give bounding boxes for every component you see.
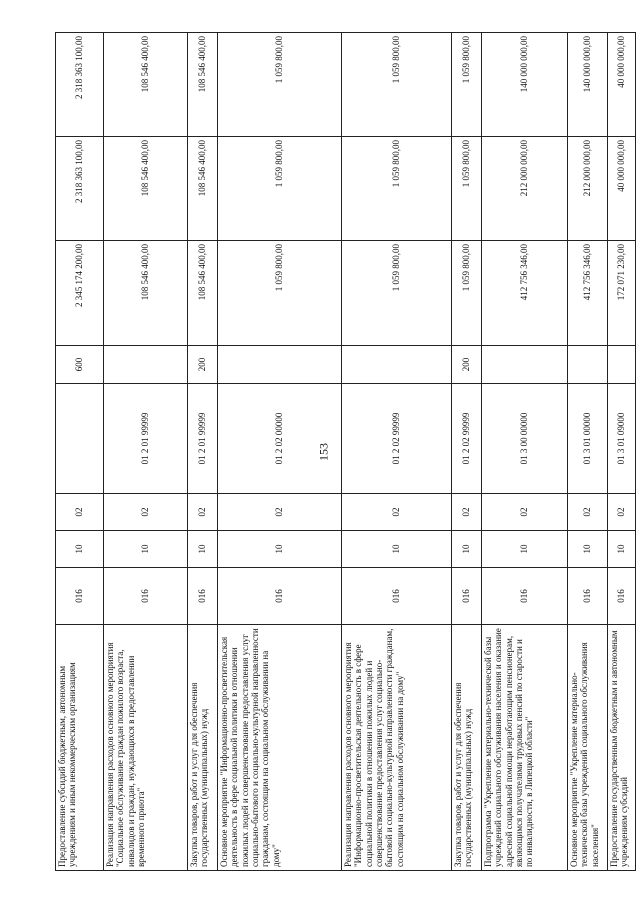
cell-csr: 01 3 01 09000 [608, 384, 636, 494]
cell-csr: 01 2 01 99999 [188, 384, 218, 494]
cell-s1: 108 546 400,00 [188, 241, 218, 346]
cell-s3: 40 000 000,00 [608, 33, 636, 137]
cell-s2: 1 059 800,00 [218, 137, 342, 241]
table-row [342, 33, 452, 871]
cell-name: Подпрограмма "Укрепление материально-технической базы учреждений социального обслуживания населения и оказание адресной социальной помощи неработающим пенсионерам, являющимся получателями трудовых пенсий по старости и по инвалидности, в Липецкой области" [482, 625, 568, 871]
cell-s1: 2 345 174 200,00 [56, 241, 104, 346]
cell-vr [342, 346, 452, 384]
cell-rz: 10 [482, 531, 568, 568]
cell-s3: 1 059 800,00 [342, 33, 452, 137]
cell-s2: 40 000 000,00 [608, 137, 636, 241]
budget-table [55, 32, 636, 871]
cell-pr: 02 [568, 494, 608, 531]
cell-vr [568, 346, 608, 384]
cell-name: Основное мероприятие "Информационно-просветительская деятельность в сфере социальной политики в отношении пожилых людей и совершенствование предоставления услуг социально-бытового и социально-культурной направленности гражданам, состоящим на социальном обслуживании на дому" [218, 625, 342, 871]
cell-vr: 200 [452, 346, 482, 384]
cell-vr [218, 346, 342, 384]
cell-name: Реализация направления расходов основного мероприятия "Социальное обслуживание граждан пожилого возраста, инвалидов и граждан, нуждающихся в предоставлении временного приюта" [104, 625, 188, 871]
cell-name: Предоставление субсидий бюджетным, автономным учреждениям и иным некоммерческим организациям [56, 625, 104, 871]
table-row [568, 33, 608, 871]
cell-csr: 01 2 02 99999 [452, 384, 482, 494]
cell-rz: 10 [188, 531, 218, 568]
cell-s3: 108 546 400,00 [104, 33, 188, 137]
cell-rz: 10 [568, 531, 608, 568]
cell-s1: 172 071 230,00 [608, 241, 636, 346]
cell-s1: 108 546 400,00 [104, 241, 188, 346]
cell-s1: 412 756 346,00 [568, 241, 608, 346]
cell-gr: 016 [568, 568, 608, 625]
cell-rz: 10 [104, 531, 188, 568]
cell-s3: 2 318 363 100,00 [56, 33, 104, 137]
cell-s3: 140 000 000,00 [482, 33, 568, 137]
cell-gr: 016 [188, 568, 218, 625]
cell-pr: 02 [342, 494, 452, 531]
cell-gr: 016 [482, 568, 568, 625]
cell-s2: 108 546 400,00 [188, 137, 218, 241]
cell-pr: 02 [56, 494, 104, 531]
table-row [218, 33, 342, 871]
cell-rz: 10 [342, 531, 452, 568]
cell-csr: 01 3 01 00000 [568, 384, 608, 494]
cell-s3: 108 546 400,00 [188, 33, 218, 137]
cell-csr: 01 3 00 00000 [482, 384, 568, 494]
cell-s2: 2 318 363 100,00 [56, 137, 104, 241]
cell-name: Реализация направления расходов основного мероприятия "Информационно-просветительская деятельность в сфере социальной политики в отношении пожилых людей и совершенствование предоставления услуг социально-бытовой и социально-культурной направленности гражданам, состоящим на социальном обслуживании на дому" [342, 625, 452, 871]
cell-s1: 1 059 800,00 [342, 241, 452, 346]
cell-pr: 02 [482, 494, 568, 531]
cell-csr: 01 2 02 00000 [218, 384, 342, 494]
cell-name: Закупка товаров, работ и услуг для обеспечения государственных (муниципальных) нужд [452, 625, 482, 871]
cell-gr: 016 [218, 568, 342, 625]
cell-s2: 212 000 000,00 [482, 137, 568, 241]
cell-vr [608, 346, 636, 384]
cell-rz: 10 [452, 531, 482, 568]
cell-csr [56, 384, 104, 494]
table-row [608, 33, 636, 871]
cell-s3: 1 059 800,00 [452, 33, 482, 137]
table-row [482, 33, 568, 871]
cell-name: Предоставление государственным бюджетным и автономным учреждениям субсидий [608, 625, 636, 871]
table-row [452, 33, 482, 871]
cell-pr: 02 [452, 494, 482, 531]
cell-rz: 10 [608, 531, 636, 568]
cell-pr: 02 [608, 494, 636, 531]
cell-name: Закупка товаров, работ и услуг для обеспечения государственных (муниципальных) нужд [188, 625, 218, 871]
cell-s3: 1 059 800,00 [218, 33, 342, 137]
cell-s1: 1 059 800,00 [452, 241, 482, 346]
cell-gr: 016 [342, 568, 452, 625]
cell-vr: 600 [56, 346, 104, 384]
cell-vr [104, 346, 188, 384]
cell-s2: 1 059 800,00 [452, 137, 482, 241]
cell-s2: 1 059 800,00 [342, 137, 452, 241]
cell-rz: 10 [56, 531, 104, 568]
cell-vr: 200 [188, 346, 218, 384]
cell-pr: 02 [188, 494, 218, 531]
cell-gr: 016 [608, 568, 636, 625]
cell-s2: 108 546 400,00 [104, 137, 188, 241]
cell-s3: 140 000 000,00 [568, 33, 608, 137]
table-row [104, 33, 188, 871]
cell-vr [482, 346, 568, 384]
table-row [188, 33, 218, 871]
cell-s1: 412 756 346,00 [482, 241, 568, 346]
cell-gr: 016 [452, 568, 482, 625]
budget-table-rotated [55, 33, 630, 871]
cell-csr: 01 2 01 99999 [104, 384, 188, 494]
cell-name: Основное мероприятие "Укрепление материально-технической базы учреждений социального обслуживания населения" [568, 625, 608, 871]
cell-pr: 02 [218, 494, 342, 531]
page-number: 153 [316, 443, 331, 461]
cell-rz: 10 [218, 531, 342, 568]
cell-s1: 1 059 800,00 [218, 241, 342, 346]
cell-pr: 02 [104, 494, 188, 531]
cell-gr: 016 [104, 568, 188, 625]
cell-s2: 212 000 000,00 [568, 137, 608, 241]
cell-csr: 01 2 02 99999 [342, 384, 452, 494]
table-row [56, 33, 104, 871]
cell-gr: 016 [56, 568, 104, 625]
